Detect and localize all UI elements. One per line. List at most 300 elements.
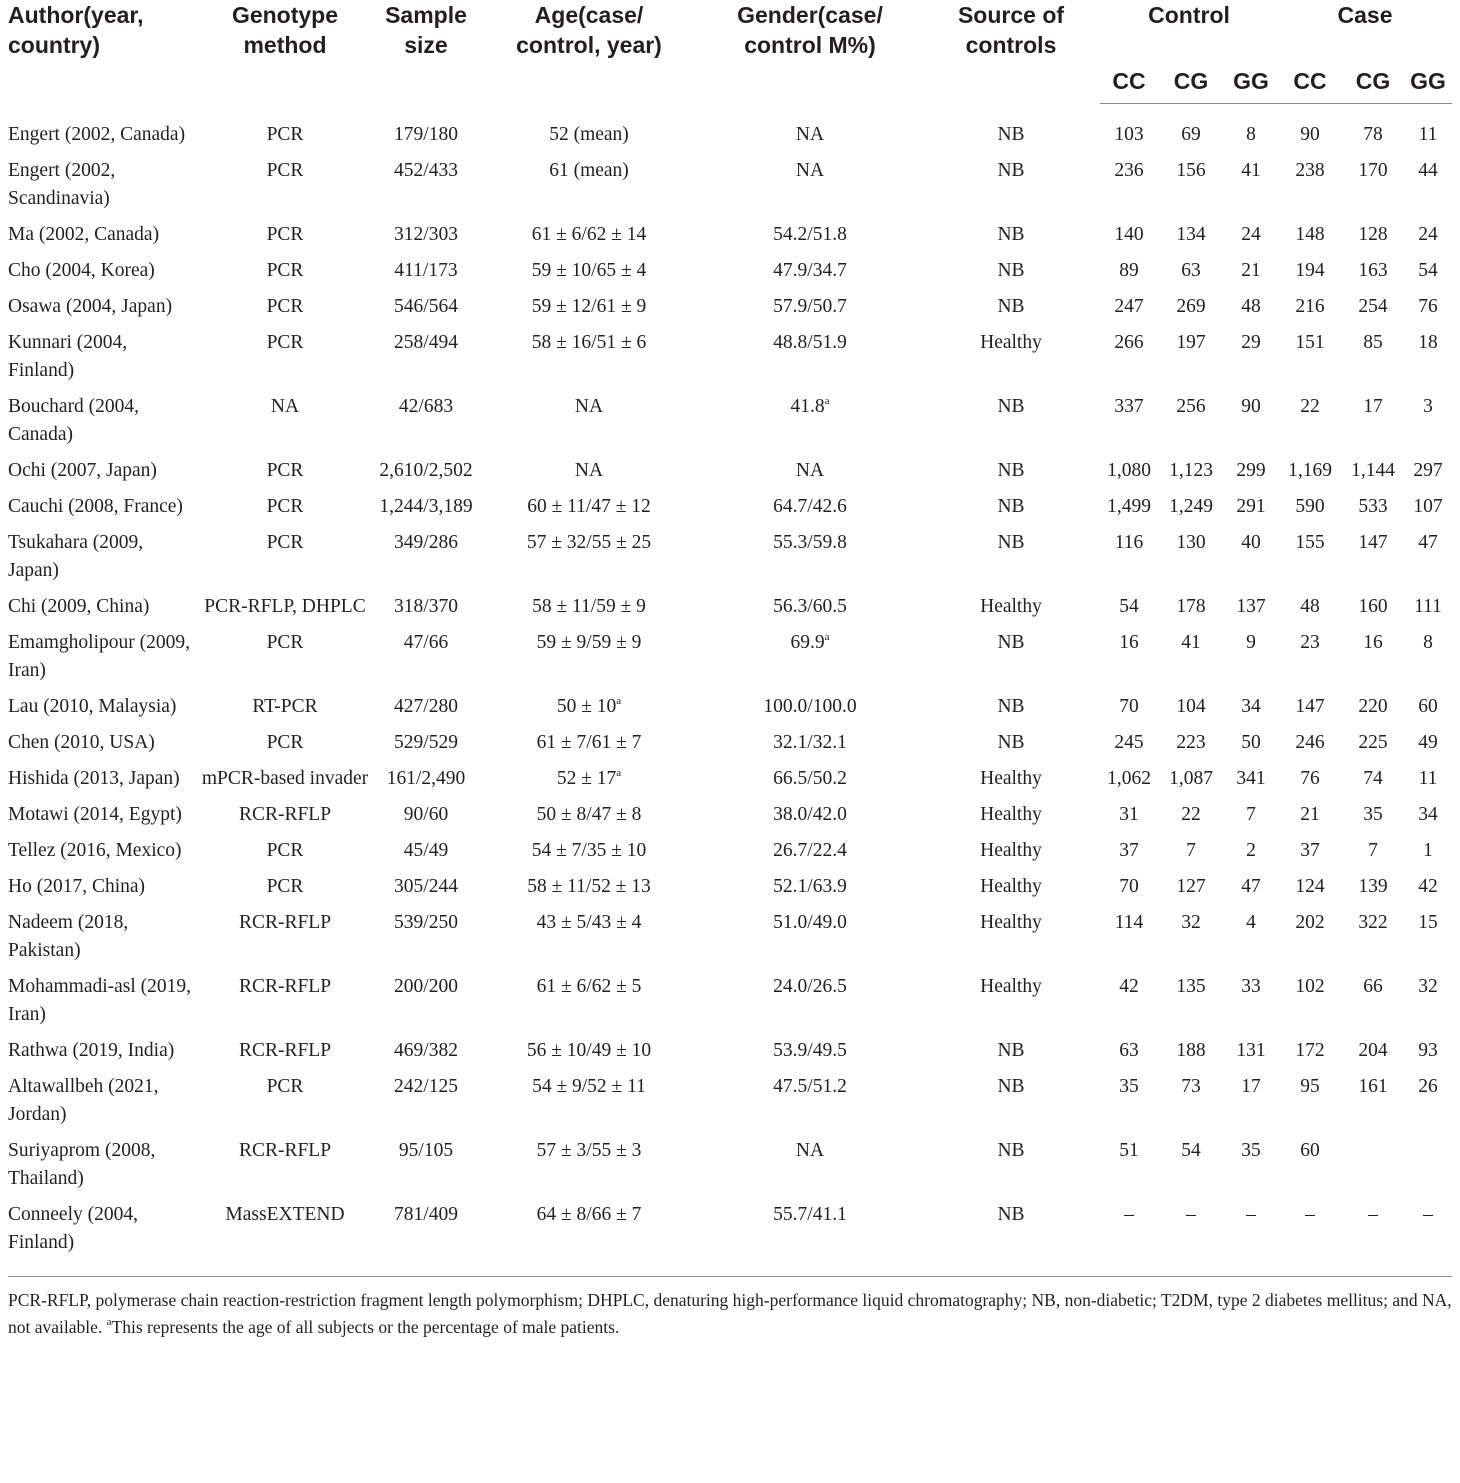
cell-value: 546/564 bbox=[394, 296, 458, 317]
cell-k-cc bbox=[1278, 869, 1342, 905]
cell-gender bbox=[698, 525, 922, 589]
cell-value: 539/250 bbox=[394, 912, 458, 933]
cell-value: 427/280 bbox=[394, 696, 458, 717]
cell-sample bbox=[372, 253, 480, 289]
cell-value: 305/244 bbox=[394, 876, 458, 897]
cell-k-gg bbox=[1404, 589, 1452, 625]
cell-age bbox=[480, 625, 698, 689]
cell-value: 1,123 bbox=[1169, 460, 1213, 481]
cell-c-cc bbox=[1100, 453, 1158, 489]
cell-value: 266 bbox=[1114, 332, 1144, 353]
footnote bbox=[8, 1287, 1452, 1341]
table-row bbox=[8, 153, 1452, 217]
cell-author: Rathwa (2019, India) bbox=[8, 1040, 175, 1061]
cell-value: 533 bbox=[1358, 496, 1388, 517]
cell-source bbox=[922, 797, 1100, 833]
cell-value: 18 bbox=[1418, 332, 1438, 353]
cell-value: 11 bbox=[1418, 124, 1438, 145]
cell-method bbox=[198, 689, 372, 725]
cell-age bbox=[480, 589, 698, 625]
cell-value: 66.5/50.2 bbox=[773, 768, 847, 789]
cell-c-cg bbox=[1158, 325, 1224, 389]
cell-author: Cauchi (2008, France) bbox=[8, 496, 183, 517]
cell-k-cg bbox=[1342, 389, 1404, 453]
cell-source bbox=[922, 1033, 1100, 1069]
cell-value: 21 bbox=[1300, 804, 1320, 825]
cell-value: 53.9/49.5 bbox=[773, 1040, 847, 1061]
cell-value: 161/2,490 bbox=[386, 768, 466, 789]
cell-k-cg bbox=[1342, 325, 1404, 389]
cell-value: NB bbox=[997, 296, 1025, 317]
cell-value: RT-PCR bbox=[252, 696, 318, 717]
cell-age bbox=[480, 253, 698, 289]
cell-value: 291 bbox=[1236, 496, 1266, 517]
cell-k-cc bbox=[1278, 153, 1342, 217]
cell-value: 76 bbox=[1418, 296, 1438, 317]
cell-k-cc bbox=[1278, 589, 1342, 625]
cell-author: Conneely (2004, Finland) bbox=[8, 1204, 138, 1253]
cell-value: 60 bbox=[1418, 696, 1438, 717]
cell-k-cg bbox=[1342, 1069, 1404, 1133]
cell-c-cc bbox=[1100, 525, 1158, 589]
cell-k-gg bbox=[1404, 905, 1452, 969]
cell-value: 194 bbox=[1295, 260, 1325, 281]
cell-value: 322 bbox=[1358, 912, 1388, 933]
cell-value: 76 bbox=[1300, 768, 1320, 789]
header-case: Case bbox=[1337, 2, 1393, 28]
cell-age bbox=[480, 797, 698, 833]
cell-value: 134 bbox=[1176, 224, 1206, 245]
cell-author: Chi (2009, China) bbox=[8, 596, 150, 617]
cell-value: PCR bbox=[266, 123, 304, 145]
cell-c-cg bbox=[1158, 253, 1224, 289]
cell-value: 35 bbox=[1363, 804, 1383, 825]
cell-c-cc bbox=[1100, 761, 1158, 797]
cell-author: Engert (2002, Scandinavia) bbox=[8, 160, 116, 209]
cell-value: PCR bbox=[266, 160, 304, 181]
cell-sample bbox=[372, 289, 480, 325]
cell-value: 124 bbox=[1295, 876, 1325, 897]
cell-sample bbox=[372, 217, 480, 253]
cell-method bbox=[198, 489, 372, 525]
header-case-cc: CC bbox=[1278, 64, 1342, 104]
cell-value: 70 bbox=[1119, 876, 1139, 897]
cell-value: 47/66 bbox=[403, 632, 449, 653]
table-row bbox=[8, 797, 1452, 833]
cell-value: 57 ± 32/55 ± 25 bbox=[526, 532, 652, 553]
cell-k-cc bbox=[1278, 253, 1342, 289]
cell-value: 258/494 bbox=[394, 332, 458, 353]
cell-value: 61 ± 6/62 ± 5 bbox=[536, 976, 642, 997]
cell-c-cc bbox=[1100, 833, 1158, 869]
cell-age bbox=[480, 1069, 698, 1133]
cell-source bbox=[922, 905, 1100, 969]
cell-sample bbox=[372, 325, 480, 389]
cell-value: PCR bbox=[266, 460, 304, 481]
cell-value: Healthy bbox=[980, 768, 1042, 789]
cell-c-cg bbox=[1158, 589, 1224, 625]
cell-author: Ochi (2007, Japan) bbox=[8, 460, 157, 481]
cell-sample bbox=[372, 725, 480, 761]
cell-age bbox=[480, 1133, 698, 1197]
cell-source bbox=[922, 869, 1100, 905]
cell-value: 216 bbox=[1295, 296, 1325, 317]
cell-author: Tsukahara (2009, Japan) bbox=[8, 532, 144, 581]
cell-source bbox=[922, 689, 1100, 725]
cell-value: 170 bbox=[1358, 160, 1388, 181]
cell-value: PCR bbox=[266, 532, 304, 553]
cell-value: 59 ± 9/59 ± 9 bbox=[536, 632, 642, 653]
cell-c-gg bbox=[1224, 104, 1278, 154]
cell-value: PCR bbox=[266, 840, 304, 861]
cell-sample bbox=[372, 153, 480, 217]
cell-k-cg bbox=[1342, 1197, 1404, 1274]
cell-c-cc bbox=[1100, 253, 1158, 289]
cell-value: 34 bbox=[1241, 696, 1261, 717]
cell-value: 1,499 bbox=[1107, 496, 1151, 517]
header-source-of-controls: Source of controls bbox=[957, 2, 1065, 58]
cell-c-cg bbox=[1158, 489, 1224, 525]
cell-k-cc bbox=[1278, 761, 1342, 797]
cell-value: 172 bbox=[1295, 1040, 1325, 1061]
cell-c-gg bbox=[1224, 153, 1278, 217]
cell-value: 49 bbox=[1418, 732, 1438, 753]
cell-c-cg bbox=[1158, 1069, 1224, 1133]
cell-method bbox=[198, 1033, 372, 1069]
cell-value: 42 bbox=[1119, 976, 1139, 997]
cell-value: PCR bbox=[266, 260, 304, 281]
cell-value: 2,610/2,502 bbox=[379, 460, 473, 481]
cell-c-cg bbox=[1158, 833, 1224, 869]
cell-value: NB bbox=[997, 460, 1025, 481]
cell-value: 58 ± 11/59 ± 9 bbox=[532, 596, 646, 617]
cell-value: Healthy bbox=[980, 804, 1042, 825]
cell-author: Suriyaprom (2008, Thailand) bbox=[8, 1140, 156, 1189]
cell-gender bbox=[698, 489, 922, 525]
cell-value: 55.3/59.8 bbox=[773, 532, 847, 553]
cell-k-gg bbox=[1404, 1133, 1452, 1197]
cell-value: 21 bbox=[1241, 260, 1261, 281]
cell-value: mPCR-based invader bbox=[201, 768, 369, 789]
cell-value: NB bbox=[997, 1140, 1025, 1161]
cell-value: 469/382 bbox=[394, 1040, 458, 1061]
cell-value: 42 bbox=[1418, 876, 1438, 897]
cell-gender bbox=[698, 253, 922, 289]
cell-k-cc bbox=[1278, 1033, 1342, 1069]
cell-value: 50 ± 8/47 ± 8 bbox=[536, 804, 642, 825]
cell-value: 73 bbox=[1181, 1076, 1201, 1097]
cell-gender bbox=[698, 1069, 922, 1133]
cell-source bbox=[922, 389, 1100, 453]
table-row bbox=[8, 1069, 1452, 1133]
cell-value: 54 ± 9/52 ± 11 bbox=[532, 1076, 646, 1097]
cell-k-gg bbox=[1404, 689, 1452, 725]
cell-method bbox=[198, 525, 372, 589]
cell-source bbox=[922, 289, 1100, 325]
cell-value: NA bbox=[574, 460, 604, 481]
cell-value: 131 bbox=[1236, 1040, 1266, 1061]
cell-age bbox=[480, 969, 698, 1033]
cell-value: Healthy bbox=[980, 840, 1042, 861]
cell-k-cc bbox=[1278, 969, 1342, 1033]
cell-value: 148 bbox=[1295, 224, 1325, 245]
cell-sample bbox=[372, 905, 480, 969]
cell-c-cc bbox=[1100, 325, 1158, 389]
cell-k-cg bbox=[1342, 761, 1404, 797]
cell-gender bbox=[698, 689, 922, 725]
cell-value: 116 bbox=[1114, 532, 1144, 553]
cell-value: 60 ± 11/47 ± 12 bbox=[527, 496, 651, 517]
cell-value: NB bbox=[997, 224, 1025, 245]
cell-gender bbox=[698, 453, 922, 489]
footnote-marker: a bbox=[824, 631, 830, 643]
cell-c-gg bbox=[1224, 1133, 1278, 1197]
cell-c-gg bbox=[1224, 725, 1278, 761]
cell-c-cg bbox=[1158, 761, 1224, 797]
cell-value: 47 bbox=[1418, 532, 1438, 553]
cell-value: 34 bbox=[1418, 804, 1438, 825]
cell-age bbox=[480, 761, 698, 797]
cell-gender bbox=[698, 325, 922, 389]
cell-value: 179/180 bbox=[394, 123, 458, 145]
cell-value: 52 ± 17 bbox=[556, 768, 617, 789]
cell-value: NB bbox=[997, 1204, 1025, 1225]
cell-value: 223 bbox=[1176, 732, 1206, 753]
cell-method bbox=[198, 969, 372, 1033]
cell-value: PCR bbox=[266, 1076, 304, 1097]
cell-c-cc bbox=[1100, 589, 1158, 625]
table-row bbox=[8, 589, 1452, 625]
cell-k-cg bbox=[1342, 869, 1404, 905]
cell-k-cc bbox=[1278, 833, 1342, 869]
cell-value: 163 bbox=[1358, 260, 1388, 281]
cell-value: 31 bbox=[1119, 804, 1139, 825]
cell-value: 69.9 bbox=[790, 632, 825, 653]
cell-value: RCR-RFLP bbox=[238, 912, 332, 933]
cell-c-cg bbox=[1158, 797, 1224, 833]
cell-value: 95 bbox=[1300, 1076, 1320, 1097]
cell-sample bbox=[372, 625, 480, 689]
cell-value: 341 bbox=[1236, 768, 1266, 789]
cell-gender bbox=[698, 389, 922, 453]
cell-k-cc bbox=[1278, 905, 1342, 969]
footnote-marker: a bbox=[616, 767, 622, 779]
cell-age bbox=[480, 289, 698, 325]
cell-k-gg bbox=[1404, 1033, 1452, 1069]
table-body bbox=[8, 104, 1452, 1275]
cell-gender bbox=[698, 905, 922, 969]
cell-value: 139 bbox=[1358, 876, 1388, 897]
cell-k-cg bbox=[1342, 833, 1404, 869]
cell-gender bbox=[698, 625, 922, 689]
cell-value: 64 ± 8/66 ± 7 bbox=[536, 1204, 642, 1225]
cell-sample bbox=[372, 525, 480, 589]
cell-k-cc bbox=[1278, 389, 1342, 453]
cell-value: 245 bbox=[1114, 732, 1144, 753]
cell-k-gg bbox=[1404, 525, 1452, 589]
cell-value: 90/60 bbox=[403, 804, 449, 825]
cell-k-cg bbox=[1342, 525, 1404, 589]
cell-value: 61 (mean) bbox=[549, 160, 629, 181]
cell-gender bbox=[698, 1033, 922, 1069]
cell-value: 47.9/34.7 bbox=[773, 260, 847, 281]
cell-c-cc bbox=[1100, 1033, 1158, 1069]
cell-value: RCR-RFLP bbox=[238, 804, 332, 825]
cell-c-gg bbox=[1224, 1197, 1278, 1274]
cell-value: 32.1/32.1 bbox=[773, 732, 847, 753]
cell-value: – bbox=[1186, 1204, 1196, 1225]
cell-k-cg bbox=[1342, 725, 1404, 761]
cell-k-cg bbox=[1342, 625, 1404, 689]
cell-value: 93 bbox=[1418, 1040, 1438, 1061]
header-control-cc: CC bbox=[1100, 64, 1158, 104]
cell-source bbox=[922, 625, 1100, 689]
cell-source bbox=[922, 1069, 1100, 1133]
header-control: Control bbox=[1148, 2, 1230, 28]
cell-c-cg bbox=[1158, 725, 1224, 761]
footnote-marker: a bbox=[106, 1316, 112, 1328]
cell-c-gg bbox=[1224, 253, 1278, 289]
cell-k-cc bbox=[1278, 453, 1342, 489]
cell-sample bbox=[372, 869, 480, 905]
cell-sample bbox=[372, 104, 480, 154]
cell-value: 256 bbox=[1176, 396, 1206, 417]
header-sample-size: Sample size bbox=[385, 2, 467, 58]
cell-method bbox=[198, 905, 372, 969]
cell-value: 238 bbox=[1295, 160, 1325, 181]
cell-value: 9 bbox=[1246, 632, 1256, 653]
cell-author: Altawallbeh (2021, Jordan) bbox=[8, 1076, 159, 1125]
cell-k-gg bbox=[1404, 869, 1452, 905]
cell-gender bbox=[698, 761, 922, 797]
table-container bbox=[8, 0, 1452, 1337]
cell-value: 349/286 bbox=[394, 532, 458, 553]
cell-value: 90 bbox=[1241, 396, 1261, 417]
table-row bbox=[8, 1133, 1452, 1197]
cell-value: 17 bbox=[1363, 396, 1383, 417]
cell-c-cg bbox=[1158, 217, 1224, 253]
header-author: Author(year, country) bbox=[8, 2, 144, 58]
cell-value: 35 bbox=[1119, 1076, 1139, 1097]
cell-k-cc bbox=[1278, 489, 1342, 525]
cell-value: 529/529 bbox=[394, 732, 458, 753]
cell-value: 41 bbox=[1241, 160, 1261, 181]
cell-value: Healthy bbox=[980, 876, 1042, 897]
cell-value: 128 bbox=[1358, 224, 1388, 245]
cell-k-gg bbox=[1404, 104, 1452, 154]
cell-gender bbox=[698, 289, 922, 325]
cell-value: NB bbox=[997, 1040, 1025, 1061]
cell-c-cg bbox=[1158, 453, 1224, 489]
cell-c-cc bbox=[1100, 104, 1158, 154]
cell-method bbox=[198, 725, 372, 761]
cell-value: 47 bbox=[1241, 876, 1261, 897]
cell-author: Ma (2002, Canada) bbox=[8, 224, 160, 245]
cell-c-gg bbox=[1224, 589, 1278, 625]
cell-value: Healthy bbox=[980, 596, 1042, 617]
cell-value: NA bbox=[795, 123, 825, 145]
cell-value: 299 bbox=[1236, 460, 1266, 481]
cell-k-gg bbox=[1404, 489, 1452, 525]
cell-k-cc bbox=[1278, 1133, 1342, 1197]
cell-c-gg bbox=[1224, 389, 1278, 453]
cell-value: 50 ± 10 bbox=[556, 696, 617, 717]
cell-value: NA bbox=[270, 396, 300, 417]
cell-value: NB bbox=[997, 1076, 1025, 1097]
cell-value: 90 bbox=[1300, 124, 1320, 145]
cell-value: NA bbox=[574, 396, 604, 417]
table-row bbox=[8, 689, 1452, 725]
cell-k-gg bbox=[1404, 1069, 1452, 1133]
table-row bbox=[8, 104, 1452, 154]
cell-gender bbox=[698, 725, 922, 761]
cell-age bbox=[480, 725, 698, 761]
cell-value: 242/125 bbox=[394, 1076, 458, 1097]
table-row bbox=[8, 525, 1452, 589]
cell-value: 236 bbox=[1114, 160, 1144, 181]
cell-method bbox=[198, 289, 372, 325]
cell-value: 89 bbox=[1119, 260, 1139, 281]
cell-value: 48 bbox=[1241, 296, 1261, 317]
table-row bbox=[8, 905, 1452, 969]
cell-value: 225 bbox=[1358, 732, 1388, 753]
cell-c-cc bbox=[1100, 389, 1158, 453]
cell-k-gg bbox=[1404, 833, 1452, 869]
cell-value: Healthy bbox=[980, 332, 1042, 353]
cell-value: 52 (mean) bbox=[549, 123, 629, 145]
cell-value: 1,169 bbox=[1288, 460, 1332, 481]
cell-value: NA bbox=[795, 160, 825, 181]
cell-value: 23 bbox=[1300, 632, 1320, 653]
cell-value: 8 bbox=[1423, 632, 1433, 653]
cell-gender bbox=[698, 1133, 922, 1197]
cell-value: NB bbox=[997, 160, 1025, 181]
cell-method bbox=[198, 625, 372, 689]
cell-value: NB bbox=[997, 123, 1025, 145]
cell-k-cg bbox=[1342, 1133, 1404, 1197]
cell-c-cc bbox=[1100, 869, 1158, 905]
cell-value: 202 bbox=[1295, 912, 1325, 933]
cell-value: RCR-RFLP bbox=[238, 976, 332, 997]
cell-sample bbox=[372, 1033, 480, 1069]
header-control-cg: CG bbox=[1158, 64, 1224, 104]
cell-value: 188 bbox=[1176, 1040, 1206, 1061]
cell-value: 70 bbox=[1119, 696, 1139, 717]
cell-value: 26.7/22.4 bbox=[773, 840, 847, 861]
cell-sample bbox=[372, 389, 480, 453]
cell-value: PCR bbox=[266, 496, 304, 517]
cell-source bbox=[922, 761, 1100, 797]
cell-c-cg bbox=[1158, 1197, 1224, 1274]
cell-gender bbox=[698, 797, 922, 833]
cell-value: 7 bbox=[1186, 840, 1196, 861]
cell-method bbox=[198, 453, 372, 489]
footnote-marker: a bbox=[616, 695, 622, 707]
cell-value: NB bbox=[997, 696, 1025, 717]
cell-value: 58 ± 11/52 ± 13 bbox=[527, 876, 651, 897]
cell-age bbox=[480, 1033, 698, 1069]
cell-k-cc bbox=[1278, 289, 1342, 325]
header-case-gg: GG bbox=[1404, 64, 1452, 104]
cell-value: 42/683 bbox=[398, 396, 454, 417]
cell-author: Chen (2010, USA) bbox=[8, 732, 155, 753]
cell-c-cg bbox=[1158, 689, 1224, 725]
cell-value: 45/49 bbox=[403, 840, 449, 861]
cell-k-cg bbox=[1342, 1033, 1404, 1069]
cell-value: 127 bbox=[1176, 876, 1206, 897]
cell-value: 24.0/26.5 bbox=[773, 976, 847, 997]
cell-c-cc bbox=[1100, 905, 1158, 969]
